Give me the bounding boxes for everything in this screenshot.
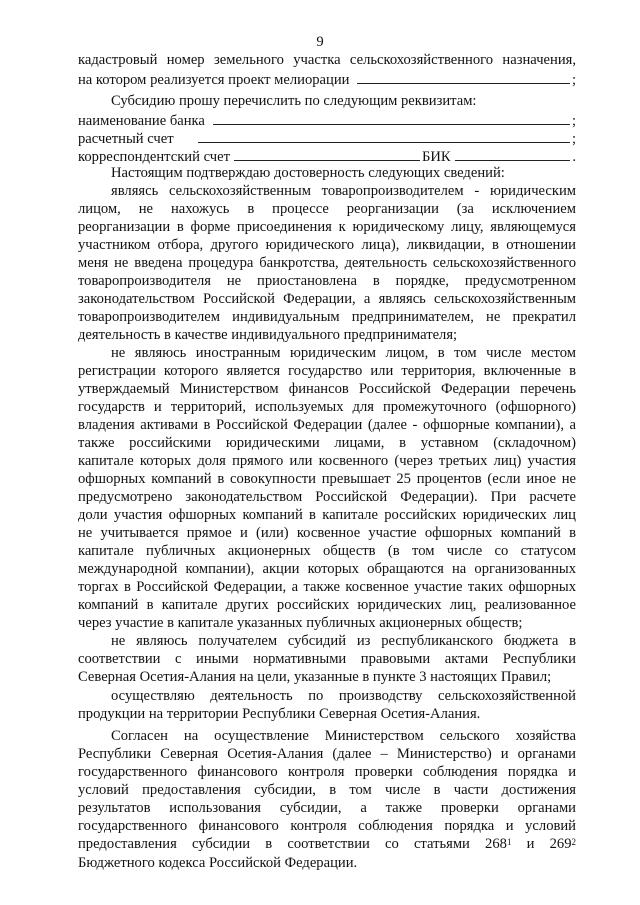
body-line: государственного финансового контроля проверки соблюдения порядка и (78, 764, 576, 780)
body-line: утверждаемый Министерством финансов Российской Федерации перечень (78, 381, 576, 397)
final-line: Бюджетного кодекса Российской Федерации. (78, 855, 358, 871)
statute-mid: и 269 (511, 836, 572, 852)
body-line: продукции на территории Республики Северная Осетия-Алания. (78, 706, 481, 722)
confirm-intro: Настоящим подтверждаю достоверность следующих сведений: (111, 165, 505, 181)
account-row (78, 129, 576, 147)
cadastral-line-2 (78, 70, 576, 88)
statute-text: предоставления субсидии в соответствии со статьями 268 (78, 836, 507, 852)
bank-name-end: ; (571, 113, 576, 129)
body-line: товаропроизводителя не приостановлена в порядке, предусмотренном (78, 273, 576, 289)
body-line: не являюсь получателем субсидий из республиканского бюджета в (111, 633, 576, 649)
bank-name-blank (213, 111, 570, 125)
body-line: не учитывается прямое и (или) косвенное участие офшорных компаний в (78, 525, 576, 541)
project-end: ; (571, 72, 576, 88)
body-line: регистрации которого является государство или территория, включенные в (78, 363, 576, 379)
body-line: капитале которых доля прямого или косвенного (через третьих лиц) участия (78, 453, 576, 469)
bank-intro: Субсидию прошу перечислить по следующим реквизитам: (111, 93, 477, 109)
bank-name-row (78, 111, 576, 129)
bik-blank (455, 147, 571, 161)
body-line: через участие в капитале указанных публичных акционерных обществ; (78, 615, 523, 631)
body-line: международной компании), акции которых обращаются на организованных (78, 561, 576, 577)
body-line: торгах в Российской Федерации, а также косвенное участие таких офшорных (78, 579, 576, 595)
body-line: лицом, не нахожусь в процессе реорганизации (за исключением (78, 201, 576, 217)
body-line: условий предоставления субсидии, в том числе в части достижения (78, 782, 576, 798)
page-number: 9 (316, 34, 324, 50)
body-line: доли участия офшорных компаний в капитале российских юридических лиц (78, 507, 576, 523)
cadastral-line: кадастровый номер земельного участка сельскохозяйственного назначения, (78, 52, 576, 68)
corr-account-row (78, 147, 576, 165)
body-line: реорганизации в форме присоединения к юридическому лицу, являющемуся (78, 219, 576, 235)
body-line: владения активами в Российской Федерации (далее - офшорные компании), а (78, 417, 576, 433)
body-line: компаний в капитале других российских юридических лиц, реализованное (78, 597, 576, 613)
account-label: расчетный счет (78, 131, 174, 147)
body-line: Республики Северная Осетия-Алания (далее – Министерство) и органами (78, 746, 576, 762)
body-line: законодательством Российской Федерации, а являясь сельскохозяйственным (78, 291, 576, 307)
project-blank (357, 70, 569, 84)
project-label: на котором реализуется проект мелиорации (78, 72, 350, 88)
body-line: капитале публичных акционерных обществ (в том числе со статусом (78, 543, 576, 559)
body-line: государств и территорий, используемых для промежуточного (офшорного) (78, 399, 576, 415)
body-line: Северная Осетия-Алания на цели, указанные в пункте 3 настоящих Правил; (78, 669, 552, 685)
body-line: Согласен на осуществление Министерством сельского хозяйства (111, 728, 576, 744)
body-line: государственного финансового контроля соблюдения порядка и условий (78, 818, 576, 834)
body-line: соответствии с иными нормативными правовыми актами Республики (78, 651, 576, 667)
body-line: товаропроизводителем индивидуальным предпринимателем, не прекратил (78, 309, 576, 325)
body-line: участником отбора, другого юридического лица), ликвидации, в отношении (78, 237, 576, 253)
corr-account-label: корреспондентский счет (78, 149, 230, 165)
superscript-1: 1 (506, 837, 512, 847)
body-line: также российскими юридическими лицами, в уставном (складочном) (78, 435, 576, 451)
bank-name-label: наименование банка (78, 113, 205, 129)
body-line: меня не введена процедура банкротства, деятельность сельскохозяйственного (78, 255, 576, 271)
bik-label: БИК (421, 149, 451, 165)
statute-line (78, 836, 576, 854)
body-line: не являюсь иностранным юридическим лицом, в том числе местом (111, 345, 576, 361)
body-line: результатов использования субсидии, а также проверки органами (78, 800, 576, 816)
body-line: предусмотрено законодательством Российской Федерации). При расчете (78, 489, 576, 505)
body-line: осуществляю деятельность по производству сельскохозяйственной (111, 688, 576, 704)
bik-end: . (572, 149, 576, 165)
body-line: деятельность в качестве индивидуального предпринимателя; (78, 327, 458, 343)
account-blank (198, 129, 570, 143)
corr-account-blank (234, 147, 420, 161)
superscript-2: 2 (571, 837, 576, 847)
body-line: являясь сельскохозяйственным товаропроизводителем - юридическим (111, 183, 576, 199)
account-end: ; (571, 131, 576, 147)
body-line: офшорных компаний в совокупности превышает 25 процентов (если иное не (78, 471, 576, 487)
